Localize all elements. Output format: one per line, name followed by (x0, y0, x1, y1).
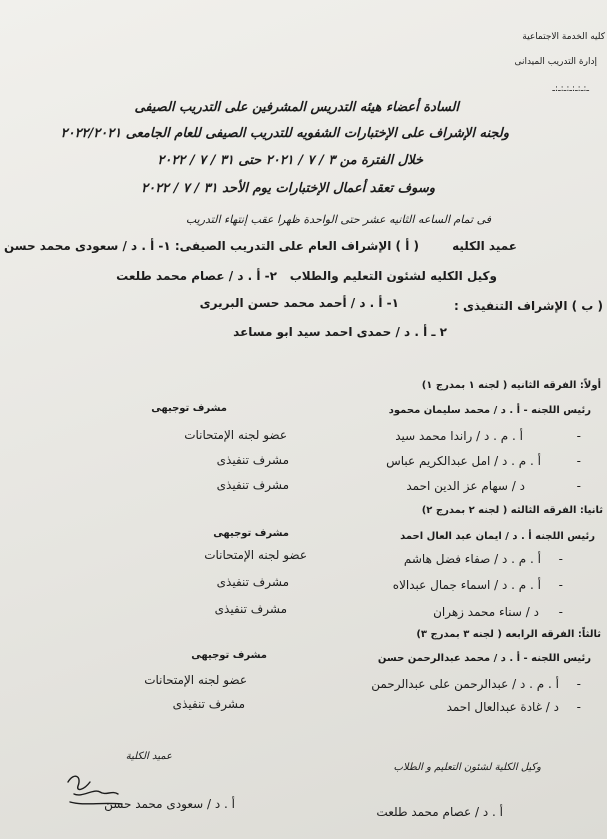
title-line-2: ولجنه الإشراف على الإختبارات الشفويه للتدريب الصيفى للعام الجامعى ٢٠٢٢/٢٠٢١ (60, 126, 509, 141)
committee-3-heading: ثالثاً: الفرقه الرابعه ( لجنه ٣ بمدرج ٣) (416, 629, 601, 640)
vice-dean-signature-name: أ . د / عصام محمد طلعت (376, 805, 503, 819)
committee-1-member-3-role: مشرف تنفيذى (216, 478, 289, 492)
committee-2-member-1-role: عضو لجنه الإمتحانات (204, 548, 307, 562)
committee-1-head: رئيس اللجنه - أ . د / محمد سليمان محمود (388, 405, 591, 416)
dean-role: عميد الكليه (452, 239, 517, 253)
committee-2-head-role: مشرف توجيهى (213, 528, 289, 539)
header-separator: ـ:ـ:ـ:ـ:ـ:ـ:ـ (552, 84, 589, 94)
committee-2-heading: ثانيا: الفرقه الثالثه ( لجنه ٢ بمدرج ٢) (421, 505, 603, 516)
title-line-3: خلال الفترة من ٣ / ٧ / ٢٠٢١ حتى ٣١ / ٧ / ٢٠٢٢ (157, 153, 423, 168)
committee-1-member-2-role: مشرف تنفيذى (216, 453, 289, 467)
faculty-name: كليه الخدمة الاجتماعية (522, 32, 605, 42)
dean-signature-name: أ . د / سعودى محمد حسن (104, 797, 235, 811)
committee-2-member-3-name: د / سناء محمد زهران (433, 605, 539, 619)
general-supervision-label: ( أ ) الإشراف العام على التدريب الصيفى: ١- أ . د / سعودى محمد حسن (3, 239, 419, 253)
general-supervisor-2: ٢- أ . د / عصام محمد طلعت (116, 269, 277, 283)
executive-supervisor-2: ٢ ـ أ . د / حمدى احمد سيد ابو مساعد (233, 325, 447, 339)
vice-dean-signature-title: وكيل الكلية لشئون التعليم و الطلاب (393, 762, 541, 773)
committee-3-head: رئيس اللجنه - أ . د / محمد عبدالرحمن حسن (377, 653, 591, 664)
committee-1-head-role: مشرف توجيهى (151, 403, 227, 414)
committee-1-member-2-name: أ . م . د / امل عبدالكريم عباس (386, 454, 541, 468)
title-line-4: وسوف تعقد أعمال الإختبارات يوم الأحد ٣١ / ٧ / ٢٠٢٢ (141, 181, 435, 196)
committee-2-member-3-role: مشرف تنفيذى (214, 602, 287, 616)
committee-1-member-3-name: د / سهام عز الدين احمد (406, 479, 525, 493)
committee-1-member-1-name: أ . م . د / راندا محمد سيد (395, 429, 523, 443)
committee-3-member-1-role: عضو لجنه الإمتحانات (144, 673, 247, 687)
title-line-5: فى تمام الساعه الثانيه عشر حتى الواحدة ظهرا عقب إنتهاء التدريب (185, 213, 491, 226)
committee-3-member-2-name: د / غادة عبدالعال احمد (446, 700, 559, 714)
dean-handwritten-signature (60, 768, 140, 808)
title-line-1: السادة أعضاء هيئه التدريس المشرفين على التدريب الصيفى (134, 100, 459, 115)
committee-3-member-2-role: مشرف تنفيذى (172, 697, 245, 711)
committee-3-member-1-name: أ . م . د / عبدالرحمن على عبدالرحمن (371, 677, 559, 691)
committee-1-heading: أولاً: الفرقه الثانيه ( لجنه ١ بمدرج ١) (421, 380, 601, 391)
vice-dean-role: وكيل الكليه لشئون التعليم والطلاب (289, 269, 497, 283)
committee-1-member-1-role: عضو لجنه الإمتحانات (184, 428, 287, 442)
dean-signature-title: عميد الكلية (125, 751, 172, 762)
committee-2-member-2-role: مشرف تنفيذى (216, 575, 289, 589)
document-page: كليه الخدمة الاجتماعية إدارة التدريب الميدانى ـ:ـ:ـ:ـ:ـ:ـ:ـ السادة أعضاء هيئه التدريس المشرفين على التدريب الصيفى ولجنه الإشراف على الإختبارات الشفويه للتدريب الصيفى للعام الجامعى ٢٠٢٢/٢٠٢١ خلال الفترة من ٣ / ٧ / ٢٠٢١ حتى ٣١ / ٧ / ٢٠٢٢ وسوف تعقد أعمال الإختبارات يوم الأحد ٣١ / ٧ / ٢٠٢٢ فى تمام الساعه الثانيه عشر حتى الواحدة ظهرا عقب إنتهاء التدريب ( أ ) الإشراف العام على التدريب الصيفى: ١- أ . د / سعودى محمد حسن عميد الكليه ٢- أ . د / عصام محمد طلعت وكيل الكليه لشئون التعليم والطلاب ( ب ) الإشراف التنفيذى : ١- أ . د / أحمد محمد حسن البريرى ٢ ـ أ . د / حمدى احمد سيد ابو مساعد أولاً: الفرقه الثانيه ( لجنه ١ بمدرج ١) رئيس اللجنه - أ . د / محمد سليمان محمود مشرف توجيهى - أ . م . د / راندا محمد سيد عضو لجنه الإمتحانات - أ . م . د / امل عبدالكريم عباس مشرف تنفيذى - د / سهام عز الدين احمد مشرف تنفيذى ثانيا: الفرقه الثالثه ( لجنه ٢ بمدرج ٢) رئيس اللجنه أ . د / ايمان عبد العال احمد مشرف توجيهى - أ . م . د / صفاء فضل هاشم عضو لجنه الإمتحانات - أ . م . د / اسماء جمال عبدالاه مشرف تنفيذى - د / سناء محمد زهران مشرف تنفيذى ثالثاً: الفرقه الرابعه ( لجنه ٣ بمدرج ٣) رئيس اللجنه - أ . د / محمد عبدالرحمن حسن مشرف توجيهى - أ . م . د / عبدالرحمن على عبدالرحمن عضو لجنه الإمتحانات - د / غادة عبدالعال احمد مشرف تنفيذى وكيل الكلية لشئون التعليم و الطلاب أ . د / عصام محمد طلعت عميد الكلية أ . د / سعودى محمد حسن (0, 0, 607, 839)
department-name: إدارة التدريب الميدانى (514, 57, 597, 67)
committee-2-member-1-name: أ . م . د / صفاء فضل هاشم (403, 552, 541, 566)
committee-3-head-role: مشرف توجيهى (191, 650, 267, 661)
executive-supervisor-1: ١- أ . د / أحمد محمد حسن البريرى (199, 296, 399, 310)
executive-supervision-label: ( ب ) الإشراف التنفيذى : (454, 299, 603, 313)
committee-2-head: رئيس اللجنه أ . د / ايمان عبد العال احمد (400, 531, 595, 542)
committee-2-member-2-name: أ . م . د / اسماء جمال عبدالاه (392, 578, 541, 592)
